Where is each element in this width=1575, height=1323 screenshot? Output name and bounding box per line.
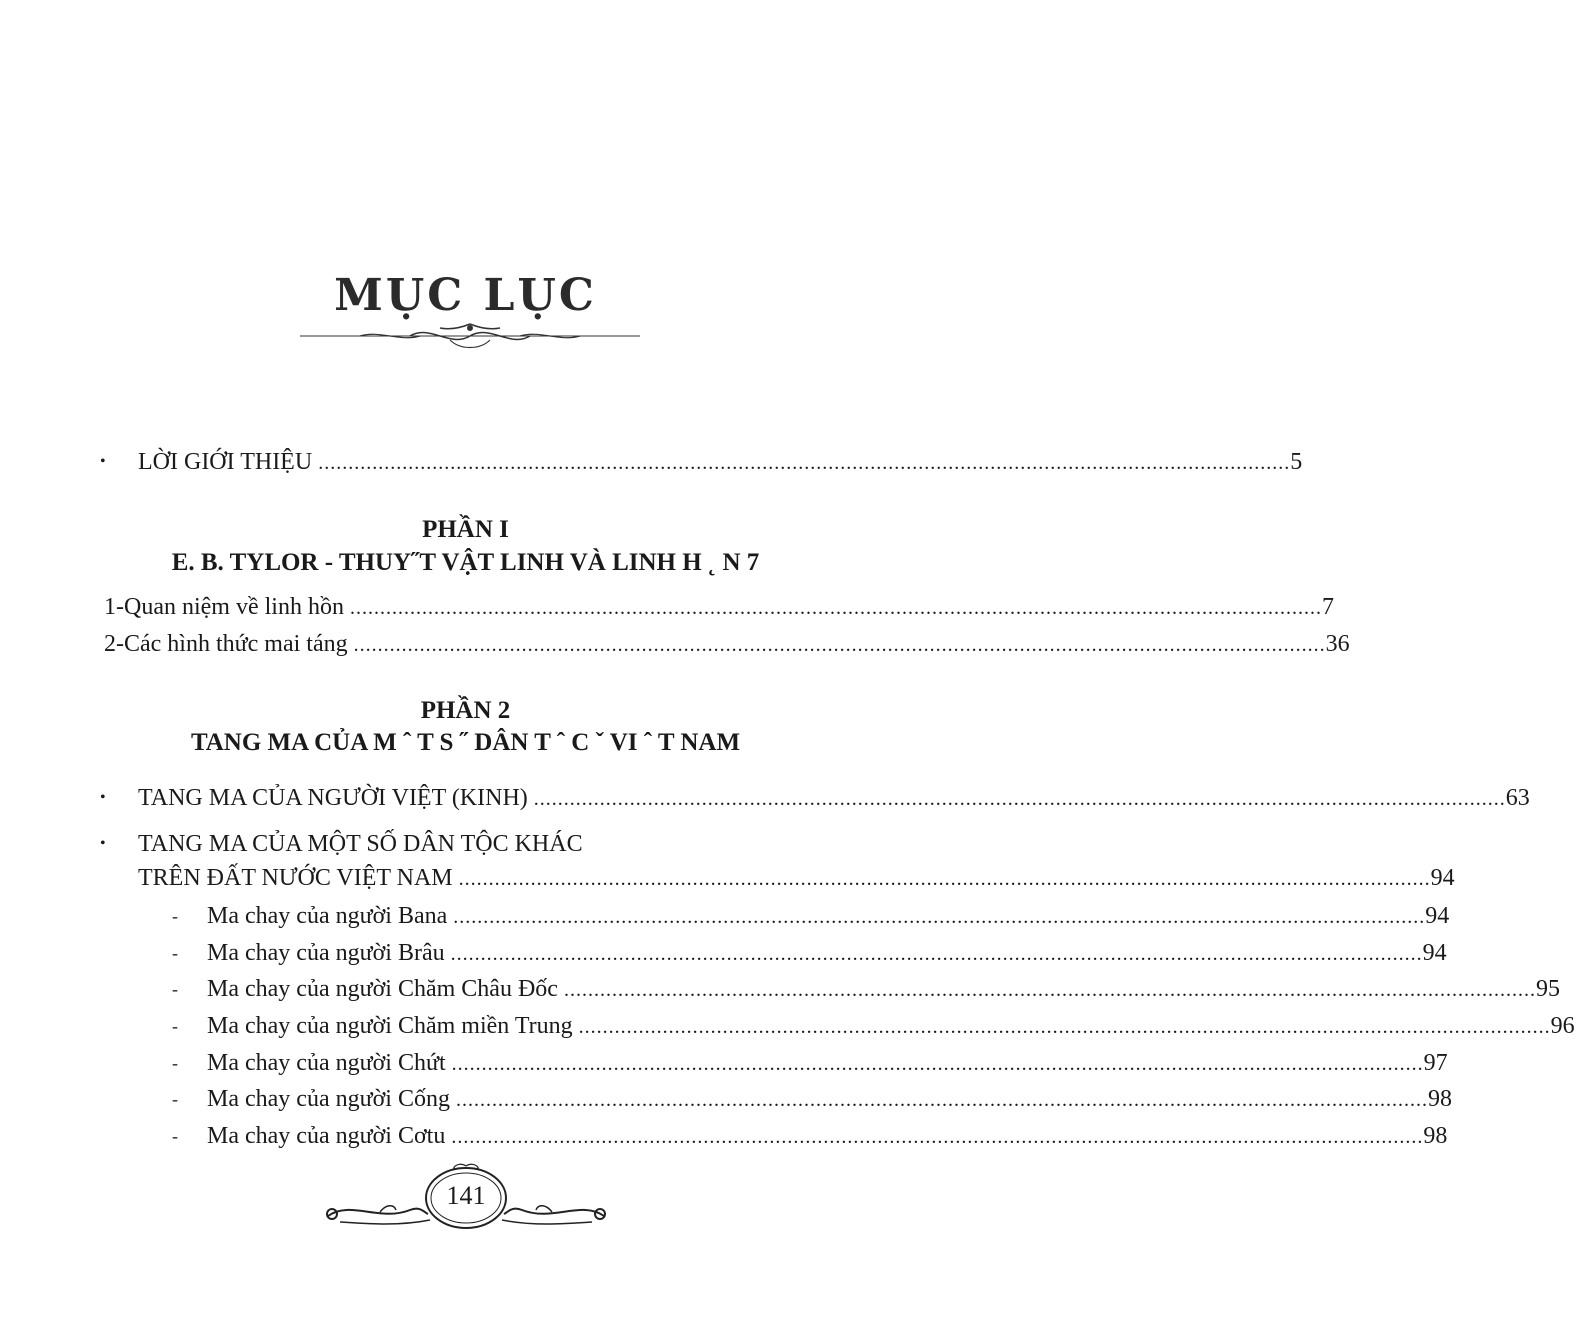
toc-entry[interactable] [0,628,1350,660]
toc-entry-label: 2-Các hình thức mai táng [104,631,348,657]
leader-dots: .................................................................................................................................................................. [451,1126,1424,1148]
dash: - [172,943,178,963]
toc-entry-label: TRÊN ĐẤT NƯỚC VIỆT NAM [138,865,453,891]
title-ornament [300,320,640,354]
toc-page-number: 97 [1423,1050,1448,1076]
toc-entry-label: 1-Quan niệm về linh hồn [104,594,344,620]
toc-entry-label: TANG MA CỦA MỘT SỐ DÂN TỘC KHÁC [138,831,583,857]
part1-heading: PHẦN I [422,516,509,543]
leader-dots: .................................................................................................................................................................. [563,979,1536,1001]
toc-entry-label: Ma chay của người Cơtu [207,1123,446,1149]
page-number: 141 [446,1181,486,1210]
dash: - [172,1053,178,1073]
toc-page-number: 7 [1321,594,1334,620]
bullet: • [100,453,106,470]
leader-dots: .................................................................................................................................................................. [458,868,1431,890]
toc-entry-label: Ma chay của người Bana [207,903,448,929]
leader-dots: .................................................................................................................................................................. [450,943,1423,965]
toc-sub-entry[interactable] [0,1120,1448,1152]
toc-entry-label: LỜI GIỚI THIỆU [138,449,313,475]
dash: - [172,1016,178,1036]
toc-entry-label: Ma chay của người Chứt [207,1050,446,1076]
toc-entry-intro[interactable] [0,446,1303,478]
toc-sub-entry[interactable] [0,1083,1452,1115]
leader-dots: .................................................................................................................................................................. [578,1016,1551,1038]
toc-entry[interactable] [0,591,1334,623]
toc-page-number: 96 [1550,1013,1575,1039]
leader-dots: .................................................................................................................................................................. [451,1053,1424,1075]
toc-entry-label: Ma chay của người Chăm miền Trung [207,1013,573,1039]
leader-dots: .................................................................................................................................................................. [533,788,1506,810]
toc-entry[interactable] [0,782,1530,814]
toc-sub-entry[interactable] [0,1047,1448,1079]
page-title: MỤC LỤC [334,270,597,321]
toc-sub-entry[interactable] [0,937,1447,969]
bullet: • [100,835,106,852]
toc-page-number: 94 [1422,940,1447,966]
toc-entry-line2[interactable] [0,862,1455,894]
leader-dots: .................................................................................................................................................................. [453,906,1426,928]
toc-entry-label: Ma chay của người Brâu [207,940,445,966]
toc-sub-entry[interactable] [0,1010,1575,1042]
toc-page-number: 95 [1535,976,1560,1002]
toc-entry-label: TANG MA CỦA NGƯỜI VIỆT (KINH) [138,785,528,811]
toc-page-number: 94 [1430,865,1455,891]
toc-page-number: 98 [1427,1086,1452,1112]
toc-page-number: 98 [1423,1123,1448,1149]
part2-heading: PHẦN 2 [420,697,511,724]
dash: - [172,979,178,999]
dash: - [172,1126,178,1146]
toc-page-number: 5 [1290,449,1303,475]
toc-page-number: 63 [1505,785,1530,811]
bullet: • [100,789,106,806]
toc-sub-entry[interactable] [0,973,1560,1005]
dash: - [172,1089,178,1109]
part1-subtitle: E. B. TYLOR - THUY˝T VẬT LINH VÀ LINH H ˛ N 7 [171,549,760,576]
dash: - [172,906,178,926]
toc-entry-line1[interactable] [0,828,931,860]
toc-page-number: 36 [1325,631,1350,657]
toc-sub-entry[interactable] [0,900,1450,932]
leader-dots: .................................................................................................................................................................. [349,597,1322,619]
toc-page-number: 94 [1425,903,1450,929]
part2-subtitle: TANG MA CỦA M ˆ T S ˝ DÂN T ˆ C ˇ VI ˆ T NAM [190,729,741,756]
toc-entry-label: Ma chay của người Cống [207,1086,450,1112]
leader-dots: .................................................................................................................................................................. [353,634,1326,656]
leader-dots: .................................................................................................................................................................. [318,452,1291,474]
leader-dots: .................................................................................................................................................................. [455,1089,1428,1111]
toc-entry-label: Ma chay của người Chăm Châu Đốc [207,976,558,1002]
